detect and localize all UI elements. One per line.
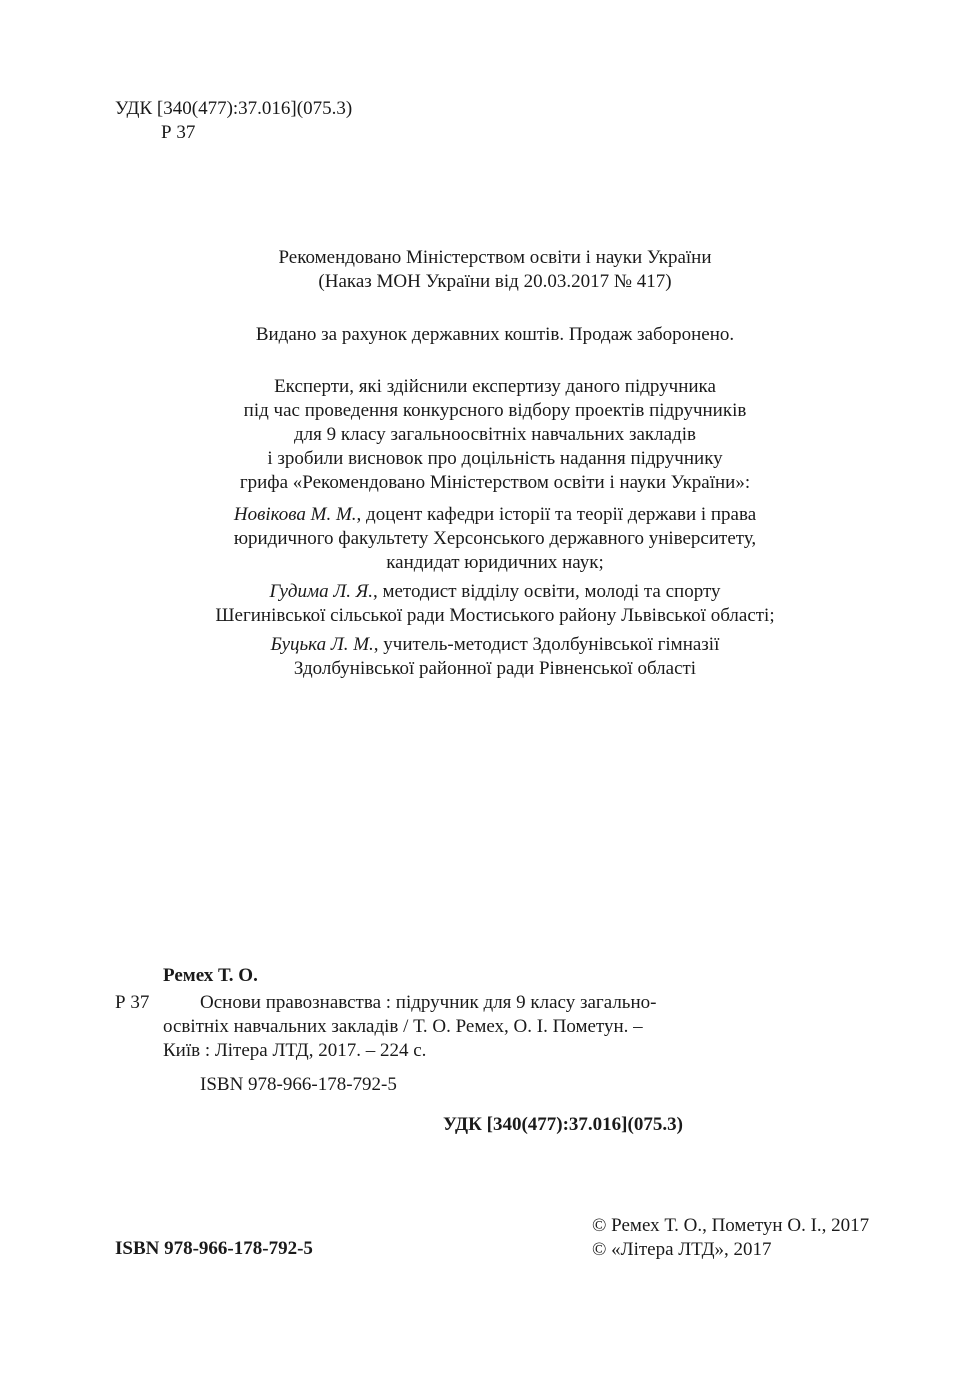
expert-name: Новікова М. М.: [233, 504, 357, 525]
expert-position: , доцент кафедри історії та теорії держави і права: [356, 504, 757, 525]
catalog-description-line: освітніх навчальних закладів / Т. О. Ремех, О. І. Пометун. –: [163, 1016, 643, 1037]
catalog-code: Р 37: [115, 992, 150, 1013]
expert-first-line: [150, 580, 840, 604]
recommendation-line: Рекомендовано Міністерством освіти і науки України: [278, 247, 712, 268]
bbk-code-text: Р 37: [161, 122, 196, 143]
catalog-udk: УДК [340(477):37.016](075.3): [443, 1114, 683, 1135]
catalog-isbn: ISBN 978-966-178-792-5: [200, 1074, 397, 1095]
expert-entry: [150, 633, 840, 681]
funding-note-text: Видано за рахунок державних коштів. Продаж заборонено.: [255, 324, 735, 345]
catalog-description-line: Київ : Літера ЛТД, 2017. – 224 с.: [163, 1040, 427, 1061]
copyright-publisher: © «Літера ЛТД», 2017: [592, 1239, 772, 1260]
expert-detail-line: Шегинівської сільської ради Мостиського району Львівської області;: [215, 605, 775, 626]
expert-first-line: [150, 503, 840, 527]
expert-position: , учитель-методист Здолбунівської гімназії: [373, 634, 720, 655]
footer-isbn: ISBN 978-966-178-792-5: [115, 1238, 313, 1259]
order-line: (Наказ МОН України від 20.03.2017 № 417): [318, 271, 672, 292]
funding-note: [150, 323, 840, 347]
expert-first-line: [150, 633, 840, 657]
experts-intro-line: грифа «Рекомендовано Міністерством освіти і науки України»:: [239, 472, 751, 493]
experts-intro-line: і зробили висновок про доцільність надання підручнику: [267, 448, 723, 469]
expert-detail-line: юридичного факультету Херсонського державного університету,: [233, 528, 757, 549]
expert-detail-line: Здолбунівської районної ради Рівненської області: [293, 658, 697, 679]
expert-position: , методист відділу освіти, молоді та спорту: [372, 581, 721, 602]
experts-intro-block: [150, 375, 840, 495]
expert-name: Гудима Л. Я.: [269, 581, 373, 602]
catalog-description: [163, 991, 725, 1063]
copyright-block: [592, 1214, 869, 1262]
expert-detail-line: кандидат юридичних наук;: [386, 552, 604, 573]
expert-entry: [150, 503, 840, 575]
experts-intro-line: для 9 класу загальноосвітніх навчальних закладів: [293, 424, 696, 445]
catalog-author: Ремех Т. О.: [163, 965, 258, 986]
expert-name: Буцька Л. М.: [270, 634, 374, 655]
catalog-description-line: Основи правознавства : підручник для 9 класу загально-: [200, 992, 657, 1013]
experts-intro-line: під час проведення конкурсного відбору проектів підручників: [243, 400, 747, 421]
experts-intro-line: Експерти, які здійснили експертизу даного підручника: [274, 376, 716, 397]
expert-entry: [150, 580, 840, 628]
copyright-authors: © Ремех Т. О., Пометун О. І., 2017: [592, 1215, 870, 1236]
udk-header: [115, 97, 352, 145]
udk-code-text: УДК [340(477):37.016](075.3): [115, 98, 353, 119]
recommendation-block: [150, 246, 840, 294]
